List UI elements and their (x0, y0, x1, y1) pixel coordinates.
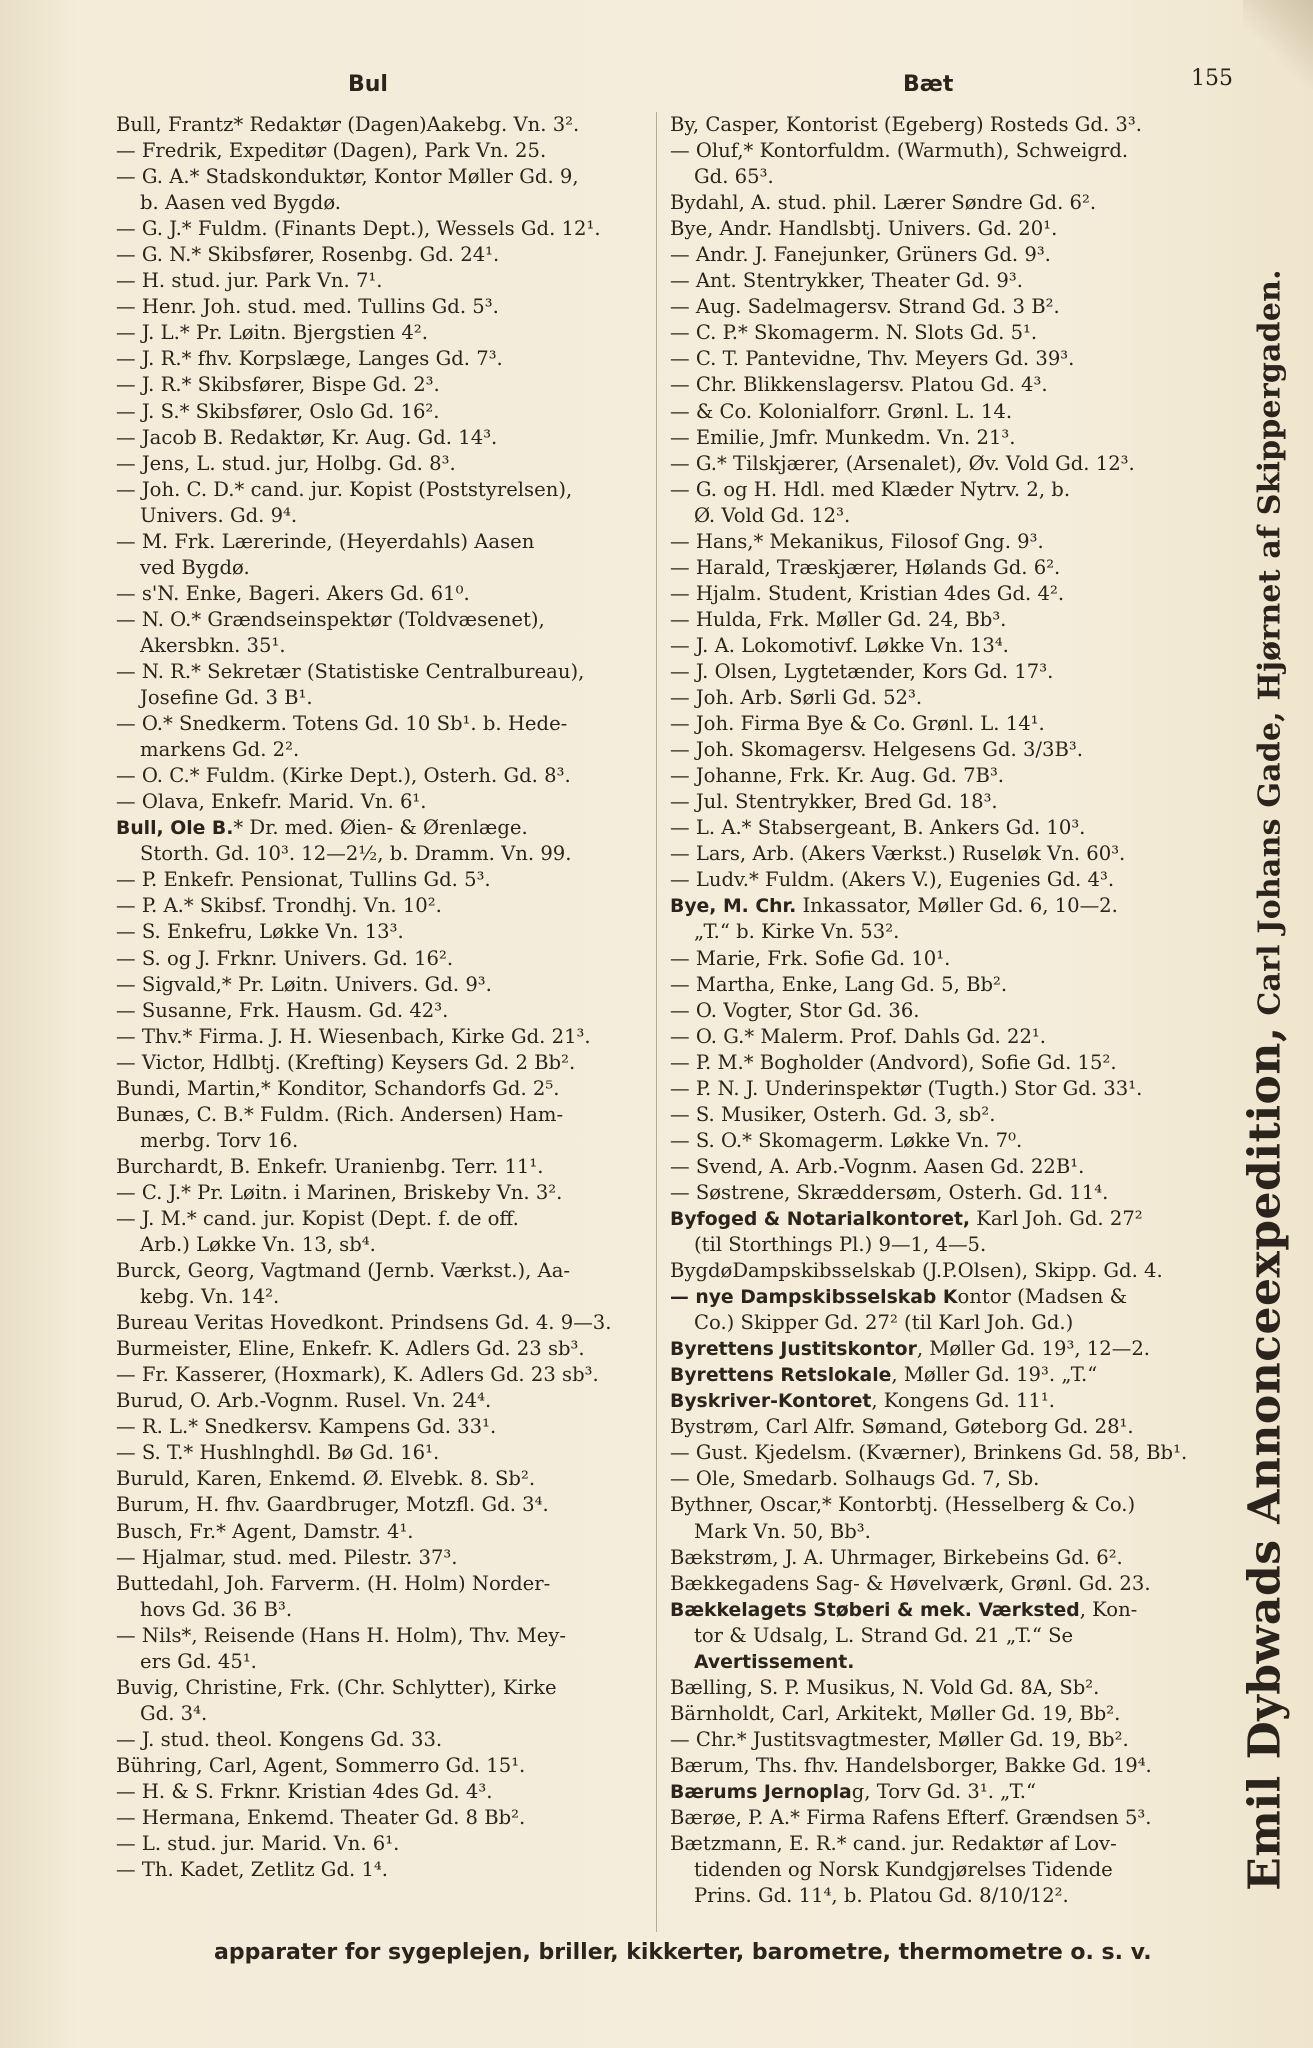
directory-line: — Hulda, Frk. Møller Gd. 24, Bb³. (670, 607, 1007, 631)
directory-line: — Hans,* Mekanikus, Filosof Gng. 9³. (670, 529, 1044, 553)
directory-line: — Lars, Arb. (Akers Værkst.) Ruseløk Vn. 60³. (670, 842, 1126, 866)
directory-line (670, 1336, 1220, 1362)
directory-line: Bærøe, P. A.* Firma Rafens Efterf. Grændsen 5³. (670, 1806, 1152, 1830)
entry-details: , Kon- (1079, 1597, 1138, 1621)
directory-line: — P. N. J. Underinspektør (Tugth.) Stor Gd. 33¹. (670, 1076, 1143, 1100)
directory-line: — J. A. Lokomotivf. Løkke Vn. 13⁴. (670, 633, 1009, 657)
directory-line: — J. M.* cand. jur. Kopist (Dept. f. de off. (116, 1206, 519, 1230)
bold-entry-name: Avertissement. (694, 1651, 855, 1673)
directory-line: Bydahl, A. stud. phil. Lærer Søndre Gd. 6². (670, 191, 1097, 215)
directory-line: — Joh. C. D.* cand. jur. Kopist (Poststyrelsen), (116, 477, 573, 501)
directory-line: merbg. Torv 16. (140, 1128, 299, 1152)
directory-line: — & Co. Kolonialforr. Grønl. L. 14. (670, 399, 1013, 423)
entry-details: , Møller Gd. 19³, 12—2. (916, 1337, 1151, 1361)
side-ad-main: Emil Dybwads Annonceexpedition, (1239, 1026, 1291, 1891)
directory-line: Bärnholdt, Carl, Arkitekt, Møller Gd. 19, Bb². (670, 1701, 1121, 1725)
bold-entry-name: Byskriver-Kontoret (670, 1391, 872, 1413)
directory-line: — Thv.* Firma. J. H. Wiesenbach, Kirke Gd. 21³. (116, 1024, 591, 1048)
entry-details: g, Torv Gd. 3¹. „T.“ (851, 1780, 1037, 1803)
directory-line: — Jul. Stentrykker, Bred Gd. 18³. (670, 790, 998, 814)
directory-line (116, 815, 648, 841)
directory-line: — J. stud. theol. Kongens Gd. 33. (116, 1727, 443, 1751)
directory-line: Mark Vn. 50, Bb³. (694, 1519, 871, 1543)
directory-line: — Chr.* Justitsvagtmester, Møller Gd. 19, Bb². (670, 1727, 1129, 1751)
directory-line: Burchardt, B. Enkefr. Uranienbg. Terr. 11¹. (116, 1154, 544, 1178)
header-right-guideword: Bæt (903, 72, 954, 97)
directory-line: — L. A.* Stabsergeant, B. Ankers Gd. 10³. (670, 816, 1086, 840)
directory-line: — R. L.* Snedkersv. Kampens Gd. 33¹. (116, 1415, 497, 1439)
directory-line: Ø. Vold Gd. 12³. (694, 503, 851, 527)
directory-line: By, Casper, Kontorist (Egeberg) Rosteds Gd. 3³. (670, 113, 1142, 136)
directory-line: Burud, O. Arb.-Vognm. Rusel. Vn. 24⁴. (116, 1389, 492, 1413)
directory-line: — Fr. Kasserer, (Hoxmark), K. Adlers Gd. 23 sb³. (116, 1363, 599, 1387)
directory-line: Bühring, Carl, Agent, Sommerro Gd. 15¹. (116, 1753, 526, 1777)
directory-line: — Søstrene, Skræddersøm, Osterh. Gd. 11⁴. (670, 1180, 1109, 1204)
bold-entry-name: Bye, M. Chr. (670, 896, 797, 918)
directory-line: BygdøDampskibsselskab (J.P.Olsen), Skipp. Gd. 4. (670, 1259, 1163, 1283)
entry-details: ontor (Madsen & (957, 1285, 1128, 1309)
directory-line: — Aug. Sadelmagersv. Strand Gd. 3 B². (670, 295, 1060, 319)
directory-line: — O. Vogter, Stor Gd. 36. (670, 998, 920, 1022)
directory-line: — Ludv.* Fuldm. (Akers V.), Eugenies Gd. 4³. (670, 868, 1115, 892)
directory-line: Bækstrøm, J. A. Uhrmager, Birkebeins Gd. 6². (670, 1545, 1123, 1569)
directory-line: Bull, Frantz* Redaktør (Dagen)Aakebg. Vn. 3². (116, 113, 580, 136)
directory-line: — Hjalm. Student, Kristian 4des Gd. 4². (670, 581, 1065, 605)
directory-line: — Chr. Blikkenslagersv. Platou Gd. 4³. (670, 373, 1048, 397)
directory-line: — Joh. Firma Bye & Co. Grønl. L. 14¹. (670, 712, 1045, 736)
directory-line: Buruld, Karen, Enkemd. Ø. Elvebk. 8. Sb². (116, 1467, 536, 1491)
directory-line: — P. Enkefr. Pensionat, Tullins Gd. 5³. (116, 868, 491, 892)
directory-line: — H. stud. jur. Park Vn. 7¹. (116, 269, 383, 293)
directory-line: Bækkegadens Sag- & Høvelværk, Grønl. Gd. 23. (670, 1571, 1151, 1595)
directory-line: Gd. 3⁴. (140, 1701, 208, 1725)
directory-line: — Joh. Arb. Sørli Gd. 52³. (670, 686, 923, 710)
bold-entry-name: Byrettens Justitskontor (670, 1339, 917, 1361)
directory-line (670, 1597, 1220, 1623)
directory-line: — S. T.* Hushlnghdl. Bø Gd. 16¹. (116, 1441, 440, 1465)
directory-line: — J. R.* fhv. Korpslæge, Langes Gd. 7³. (116, 347, 503, 371)
directory-line: tor & Udsalg, L. Strand Gd. 21 „T.“ Se (694, 1623, 1074, 1647)
directory-line: b. Aasen ved Bygdø. (140, 191, 341, 215)
directory-line (670, 1206, 1220, 1232)
directory-line: — S. og J. Frknr. Univers. Gd. 16². (116, 946, 454, 970)
directory-line: Bærum, Ths. fhv. Handelsborger, Bakke Gd. 19⁴. (670, 1753, 1152, 1777)
entry-details: Karl Joh. Gd. 27² (970, 1206, 1143, 1230)
directory-line: — N. R.* Sekretær (Statistiske Centralbureau), (116, 659, 585, 683)
directory-line: — Victor, Hdlbtj. (Krefting) Keysers Gd. 2 Bb². (116, 1050, 576, 1074)
directory-line: — Hjalmar, stud. med. Pilestr. 37³. (116, 1545, 458, 1569)
bold-entry-name: Byfoged & Notarialkontoret, (670, 1208, 971, 1230)
directory-line: Prins. Gd. 11⁴, b. Platou Gd. 8/10/12². (694, 1884, 1069, 1908)
directory-line: — Martha, Enke, Lang Gd. 5, Bb². (670, 972, 1008, 996)
directory-line: Bystrøm, Carl Alfr. Sømand, Gøteborg Gd. 28¹. (670, 1415, 1134, 1439)
directory-line: — Jacob B. Redaktør, Kr. Aug. Gd. 14³. (116, 425, 498, 449)
directory-line: — Svend, A. Arb.-Vognm. Aasen Gd. 22B¹. (670, 1154, 1085, 1178)
header-left-guideword: Bul (348, 72, 388, 97)
directory-line: Univers. Gd. 9⁴. (140, 503, 298, 527)
entry-details: , Møller Gd. 19³. „T.“ (891, 1363, 1098, 1387)
directory-line: — S. Musiker, Osterh. Gd. 3, sb². (670, 1102, 996, 1126)
directory-line: — Fredrik, Expeditør (Dagen), Park Vn. 25. (116, 139, 547, 163)
directory-line (670, 1649, 1220, 1675)
side-ad-address: Carl Johans Gade, Hjørnet af Skippergaden. (1252, 269, 1288, 1027)
page-number: 155 (1191, 66, 1233, 91)
directory-line: Bunæs, C. B.* Fuldm. (Rich. Andersen) Ham- (116, 1102, 564, 1126)
directory-line: — G.* Tilskjærer, (Arsenalet), Øv. Vold Gd. 12³. (670, 451, 1135, 475)
directory-line: — C. J.* Pr. Løitn. i Marinen, Briskeby Vn. 3². (116, 1180, 563, 1204)
directory-line: Bætzmann, E. R.* cand. jur. Redaktør af Lov- (670, 1832, 1117, 1856)
directory-line: — G. N.* Skibsfører, Rosenbg. Gd. 24¹. (116, 243, 500, 267)
bold-entry-name: — nye Dampskibsselskab K (670, 1287, 958, 1309)
directory-line: — N. O.* Grændseinspektør (Toldvæsenet), (116, 607, 545, 631)
directory-line: Buttedahl, Joh. Farverm. (H. Holm) Norder- (116, 1571, 551, 1595)
directory-line: — Th. Kadet, Zetlitz Gd. 1⁴. (116, 1858, 388, 1882)
directory-line (670, 1388, 1220, 1414)
directory-line: — Sigvald,* Pr. Løitn. Univers. Gd. 9³. (116, 972, 492, 996)
bold-entry-name: Byrettens Retslokale (670, 1365, 892, 1387)
right-column (670, 112, 1220, 1909)
directory-line: — C. P.* Skomagerm. N. Slots Gd. 5¹. (670, 321, 1038, 345)
directory-line: — J. S.* Skibsfører, Oslo Gd. 16². (116, 399, 440, 423)
entry-details: * Dr. med. Øien- & Ørenlæge. (233, 816, 528, 840)
directory-line: Burck, Georg, Vagtmand (Jernb. Værkst.), Aa- (116, 1259, 570, 1283)
column-divider (656, 112, 657, 1932)
directory-line: — Gust. Kjedelsm. (Kværner), Brinkens Gd. 58, Bb¹. (670, 1441, 1188, 1465)
directory-line: Burmeister, Eline, Enkefr. K. Adlers Gd. 23 sb³. (116, 1337, 585, 1361)
directory-line: — G. og H. Hdl. med Klæder Nytrv. 2, b. (670, 477, 1071, 501)
directory-line: Storth. Gd. 10³. 12—2½, b. Dramm. Vn. 99. (140, 842, 572, 866)
directory-line: — Johanne, Frk. Kr. Aug. Gd. 7B³. (670, 764, 1005, 788)
directory-line: — S. Enkefru, Løkke Vn. 13³. (116, 920, 404, 944)
directory-line: Josefine Gd. 3 B¹. (140, 686, 313, 710)
directory-line: — O. G.* Malerm. Prof. Dahls Gd. 22¹. (670, 1024, 1046, 1048)
directory-line (670, 1284, 1220, 1310)
bold-entry-name: Bull, Ole B. (116, 818, 234, 840)
directory-line: — Andr. J. Fanejunker, Grüners Gd. 9³. (670, 243, 1051, 267)
directory-line: ers Gd. 45¹. (140, 1649, 257, 1673)
directory-line: — Susanne, Frk. Hausm. Gd. 42³. (116, 998, 449, 1022)
directory-line: — Joh. Skomagersv. Helgesens Gd. 3/3B³. (670, 738, 1083, 762)
directory-line: — Oluf,* Kontorfuldm. (Warmuth), Schweigrd. (670, 139, 1129, 163)
directory-line: Co.) Skipper Gd. 27² (til Karl Joh. Gd.) (694, 1311, 1074, 1335)
directory-line: — Henr. Joh. stud. med. Tullins Gd. 5³. (116, 295, 499, 319)
footer-advertisement: apparater for sygeplejen, briller, kikkerter, barometre, thermometre o. s. v. (214, 1940, 1152, 1965)
directory-line: — Harald, Træskjærer, Hølands Gd. 6². (670, 555, 1061, 579)
directory-line: tidenden og Norsk Kundgjørelses Tidende (694, 1858, 1113, 1882)
side-advertisement (1240, 269, 1291, 1891)
directory-line: — P. A.* Skibsf. Trondhj. Vn. 10². (116, 894, 442, 918)
directory-line: — Emilie, Jmfr. Munkedm. Vn. 21³. (670, 425, 1016, 449)
directory-line: Bureau Veritas Hovedkont. Prindsens Gd. 4. 9—3. (116, 1311, 612, 1335)
page-fold (1243, 0, 1313, 90)
directory-line: — M. Frk. Lærerinde, (Heyerdahls) Aasen (116, 529, 535, 553)
directory-line: — G. A.* Stadskonduktør, Kontor Møller Gd. 9, (116, 165, 579, 189)
directory-line: Bye, Andr. Handlsbtj. Univers. Gd. 20¹. (670, 217, 1058, 241)
directory-line: — S. O.* Skomagerm. Løkke Vn. 7⁰. (670, 1128, 1023, 1152)
directory-line: — Hermana, Enkemd. Theater Gd. 8 Bb². (116, 1806, 526, 1830)
directory-line: (til Storthings Pl.) 9—1, 4—5. (694, 1233, 987, 1257)
entry-details: , Kongens Gd. 11¹. (871, 1389, 1056, 1413)
directory-line: — P. M.* Bogholder (Andvord), Sofie Gd. 15². (670, 1050, 1117, 1074)
directory-line: — Olava, Enkefr. Marid. Vn. 6¹. (116, 790, 427, 814)
directory-line (670, 1362, 1220, 1388)
directory-line: — Nils*, Reisende (Hans H. Holm), Thv. Mey- (116, 1623, 566, 1647)
entry-details: Inkassator, Møller Gd. 6, 10—2. (796, 894, 1118, 918)
left-column (116, 112, 648, 1883)
directory-line: — C. T. Pantevidne, Thv. Meyers Gd. 39³. (670, 347, 1075, 371)
directory-line: Gd. 65³. (694, 165, 774, 189)
directory-line (670, 1779, 1220, 1805)
directory-line: Akersbkn. 35¹. (140, 633, 286, 657)
directory-line: markens Gd. 2². (140, 738, 300, 762)
directory-line: — J. L.* Pr. Løitn. Bjergstien 4². (116, 321, 428, 345)
directory-line: Buvig, Christine, Frk. (Chr. Schlytter), Kirke (116, 1675, 557, 1699)
directory-line: — G. J.* Fuldm. (Finants Dept.), Wessels Gd. 12¹. (116, 217, 601, 241)
directory-line: — Ole, Smedarb. Solhaugs Gd. 7, Sb. (670, 1467, 1040, 1491)
directory-line: — J. R.* Skibsfører, Bispe Gd. 2³. (116, 373, 440, 397)
directory-line: — H. & S. Frknr. Kristian 4des Gd. 4³. (116, 1780, 493, 1803)
directory-line: Bythner, Oscar,* Kontorbtj. (Hesselberg & Co.) (670, 1493, 1136, 1517)
directory-line: — Jens, L. stud. jur, Holbg. Gd. 8³. (116, 451, 456, 475)
directory-line: — J. Olsen, Lygtetænder, Kors Gd. 17³. (670, 659, 1054, 683)
directory-line: — s'N. Enke, Bageri. Akers Gd. 61⁰. (116, 581, 470, 605)
directory-line: hovs Gd. 36 B³. (140, 1597, 293, 1621)
directory-line: „T.“ b. Kirke Vn. 53². (694, 920, 900, 944)
directory-line: — Ant. Stentrykker, Theater Gd. 9³. (670, 269, 1023, 293)
directory-line: Busch, Fr.* Agent, Damstr. 4¹. (116, 1519, 414, 1543)
directory-line (670, 893, 1220, 919)
directory-line: — Marie, Frk. Sofie Gd. 10¹. (670, 946, 951, 970)
directory-line: ved Bygdø. (140, 555, 250, 579)
directory-line: Bundi, Martin,* Konditor, Schandorfs Gd. 2⁵. (116, 1076, 560, 1100)
directory-line: — O. C.* Fuldm. (Kirke Dept.), Osterh. Gd. 8³. (116, 764, 571, 788)
directory-line: — L. stud. jur. Marid. Vn. 6¹. (116, 1832, 400, 1856)
directory-line: Burum, H. fhv. Gaardbruger, Motzfl. Gd. 3⁴. (116, 1493, 549, 1517)
directory-line: Bælling, S. P. Musikus, N. Vold Gd. 8A, Sb². (670, 1675, 1100, 1699)
directory-line: kebg. Vn. 14². (140, 1285, 280, 1309)
bold-entry-name: Bærums Jernopla (670, 1782, 852, 1803)
bold-entry-name: Bækkelagets Støberi & mek. Værksted (670, 1599, 1080, 1621)
directory-line: Arb.) Løkke Vn. 13, sb⁴. (140, 1233, 376, 1257)
directory-line: — O.* Snedkerm. Totens Gd. 10 Sb¹. b. Hede- (116, 712, 568, 736)
